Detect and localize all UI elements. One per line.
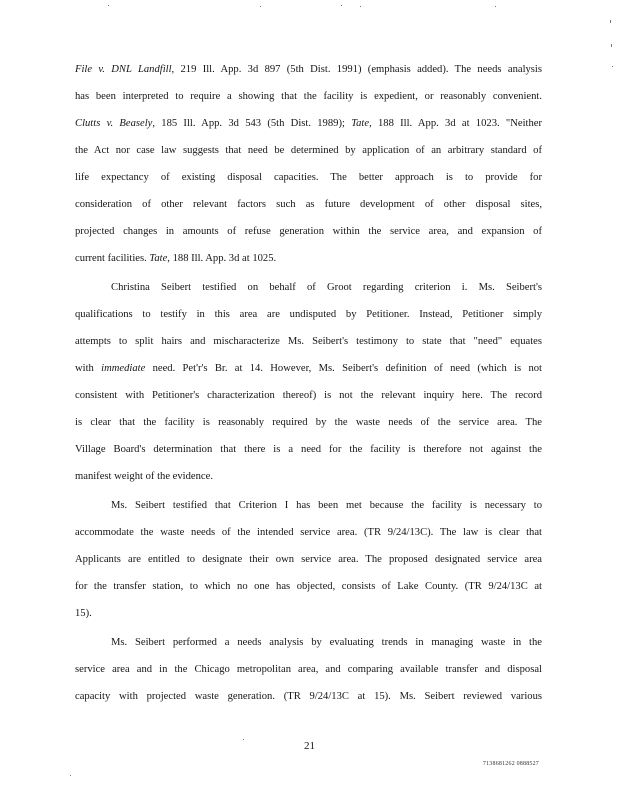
text-run: Christina Seibert testified on behalf of Groot regarding criterion i. Ms. Seibert's bbox=[111, 282, 542, 293]
text-run: manifest weight of the evidence. bbox=[75, 471, 213, 482]
text-line bbox=[75, 629, 542, 656]
scan-speck bbox=[495, 6, 496, 7]
body-text bbox=[75, 56, 542, 710]
text-run: the Act nor case law suggests that need be determined by application of an arbitrary standard of bbox=[75, 145, 542, 156]
text-line bbox=[75, 382, 542, 409]
text-line bbox=[75, 274, 542, 301]
scan-speck bbox=[360, 6, 361, 7]
text-line bbox=[75, 137, 542, 164]
text-run: Applicants are entitled to designate their own service area. The proposed designated service area bbox=[75, 554, 542, 565]
text-run: qualifications to testify in this area are undisputed by Petitioner. Instead, Petitioner simply bbox=[75, 309, 542, 320]
scan-speck bbox=[610, 20, 611, 23]
italic-citation: Tate bbox=[149, 253, 168, 264]
text-line bbox=[75, 83, 542, 110]
italic-citation: File v. DNL Landfill bbox=[75, 64, 172, 75]
italic-citation: Tate bbox=[351, 118, 370, 129]
text-line bbox=[75, 191, 542, 218]
scan-speck bbox=[341, 5, 342, 6]
text-line bbox=[75, 519, 542, 546]
text-run: capacity with projected waste generation. (TR 9/24/13C at 15). Ms. Seibert reviewed various bbox=[75, 691, 542, 702]
text-run: consistent with Petitioner's characterization thereof) is not the relevant inquiry here. The record bbox=[75, 390, 542, 401]
text-run: life expectancy of existing disposal capacities. The better approach is to provide for bbox=[75, 172, 542, 183]
text-run: , 188 Ill. App. 3d at 1023. "Neither bbox=[369, 118, 542, 129]
text-line bbox=[75, 328, 542, 355]
text-run: current facilities. bbox=[75, 253, 150, 264]
text-line bbox=[75, 110, 542, 137]
text-run: service area and in the Chicago metropolitan area, and comparing available transfer and disposal bbox=[75, 664, 542, 675]
text-line bbox=[75, 492, 542, 519]
scan-speck bbox=[260, 6, 261, 7]
text-line bbox=[75, 656, 542, 683]
scan-speck bbox=[612, 66, 613, 67]
scan-speck bbox=[108, 5, 109, 6]
text-run: consideration of other relevant factors such as future development of other disposal sites, bbox=[75, 199, 542, 210]
text-run: attempts to split hairs and mischaracterize Ms. Seibert's testimony to state that "need" equates bbox=[75, 336, 542, 347]
text-run: 15). bbox=[75, 608, 92, 619]
scan-speck bbox=[611, 44, 612, 47]
scan-speck bbox=[70, 775, 71, 776]
italic-citation: Clutts v. Beasely bbox=[75, 118, 153, 129]
text-run: is clear that the facility is reasonably required by the waste needs of the service area. The bbox=[75, 417, 542, 428]
text-line bbox=[75, 546, 542, 573]
text-run: with bbox=[75, 363, 102, 374]
text-run: projected changes in amounts of refuse generation within the service area, and expansion of bbox=[75, 226, 542, 237]
text-line bbox=[75, 600, 542, 627]
text-line bbox=[75, 463, 542, 490]
text-line bbox=[75, 683, 542, 710]
text-run: , 185 Ill. App. 3d 543 (5th Dist. 1989); bbox=[152, 118, 352, 129]
text-run: has been interpreted to require a showing that the facility is expedient, or reasonably convenient. bbox=[75, 91, 542, 102]
text-run: Ms. Seibert testified that Criterion I has been met because the facility is necessary to bbox=[111, 500, 542, 511]
text-line bbox=[75, 436, 542, 463]
italic-citation: immediate bbox=[101, 363, 146, 374]
text-run: , 219 Ill. App. 3d 897 (5th Dist. 1991) (emphasis added). The needs analysis bbox=[171, 64, 542, 75]
document-id: 7138681262 0888527 bbox=[482, 761, 539, 767]
text-line bbox=[75, 355, 542, 382]
text-run: Ms. Seibert performed a needs analysis by evaluating trends in managing waste in the bbox=[111, 637, 542, 648]
text-run: accommodate the waste needs of the intended service area. (TR 9/24/13C). The law is clear that bbox=[75, 527, 542, 538]
text-run: for the transfer station, to which no one has objected, consists of Lake County. (TR 9/24/13C at bbox=[75, 581, 542, 592]
text-line bbox=[75, 301, 542, 328]
text-line bbox=[75, 245, 542, 272]
text-run: Village Board's determination that there is a need for the facility is therefore not against the bbox=[75, 444, 542, 455]
text-run: need. Pet'r's Br. at 14. However, Ms. Seibert's definition of need (which is not bbox=[145, 363, 542, 374]
text-line bbox=[75, 573, 542, 600]
text-line bbox=[75, 218, 542, 245]
text-line bbox=[75, 56, 542, 83]
text-run: , 188 Ill. App. 3d at 1025. bbox=[167, 253, 277, 264]
page-number: 21 bbox=[304, 740, 315, 752]
text-line bbox=[75, 409, 542, 436]
text-line bbox=[75, 164, 542, 191]
